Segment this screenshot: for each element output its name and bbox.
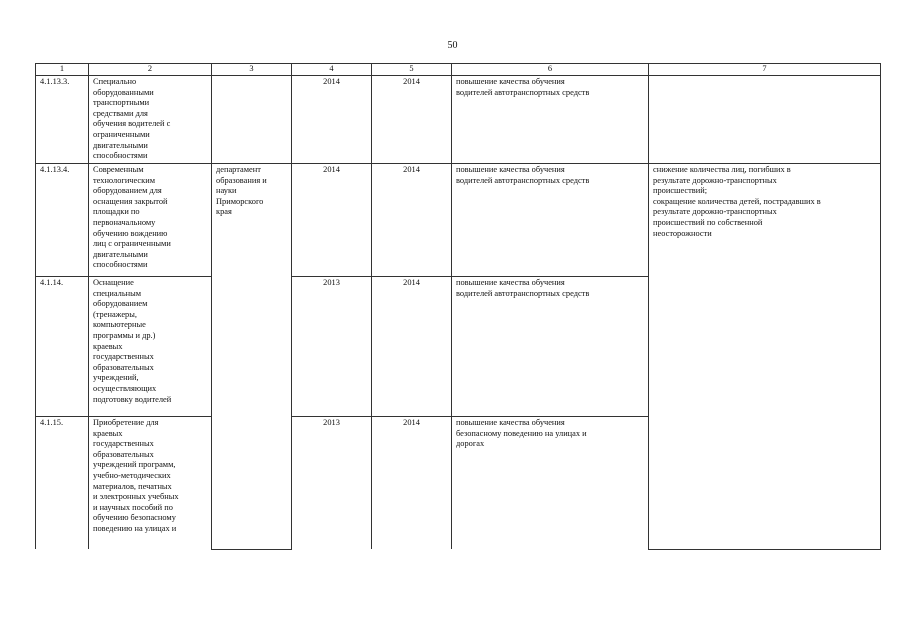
- column-header-5: 5: [372, 64, 452, 76]
- page-number: 50: [447, 40, 458, 51]
- end-year: 2014: [372, 417, 452, 550]
- start-year: 2014: [292, 76, 372, 164]
- expected-result: повышение качества обучения безопасному поведению на улицах и дорогах: [452, 417, 649, 550]
- expected-result: повышение качества обучения водителей автотранспортных средств: [452, 277, 649, 417]
- column-header-6: 6: [452, 64, 649, 76]
- column-header-2: 2: [89, 64, 212, 76]
- end-year: 2014: [372, 164, 452, 277]
- start-year: 2013: [292, 277, 372, 417]
- table-row: [36, 76, 881, 164]
- measure-number: 4.1.13.4.: [36, 164, 89, 277]
- column-header-3: 3: [212, 64, 292, 76]
- start-year: 2014: [292, 164, 372, 277]
- table-row: [36, 164, 881, 277]
- program-measures-table: [35, 63, 881, 550]
- column-number-row: [36, 64, 881, 76]
- executor-cell-empty: [212, 76, 292, 164]
- end-year: 2014: [372, 76, 452, 164]
- column-header-4: 4: [292, 64, 372, 76]
- executor: департамент образования и науки Приморского края: [212, 164, 292, 550]
- measure-name: Специально оборудованными транспортными средствами для обучения водителей с ограниченными двигательными способностями: [89, 76, 212, 164]
- measure-number: 4.1.13.3.: [36, 76, 89, 164]
- expected-result: повышение качества обучения водителей автотранспортных средств: [452, 76, 649, 164]
- column-header-7: 7: [649, 64, 881, 76]
- measure-number: 4.1.15.: [36, 417, 89, 550]
- target-indicators: снижение количества лиц, погибших в результате дорожно-транспортных происшествий; сокращение количества детей, пострадавших в результате дорожно-транспортных происшествий по собственной неосторожности: [649, 164, 881, 550]
- measure-number: 4.1.14.: [36, 277, 89, 417]
- column-header-1: 1: [36, 64, 89, 76]
- measure-name: Приобретение для краевых государственных образовательных учреждений программ, учебно-методических материалов, печатных и электронных учебных и научных пособий по обучению безопасному поведению на улицах и: [89, 417, 212, 550]
- end-year: 2014: [372, 277, 452, 417]
- measure-name: Оснащение специальным оборудованием (тренажеры, компьютерные программы и др.) краевых государственных образовательных учреждений, осуществляющих подготовку водителей: [89, 277, 212, 417]
- indicators-cell-empty: [649, 76, 881, 164]
- measure-name: Современным технологическим оборудованием для оснащения закрытой площадки по первоначальному обучению вождению лиц с ограниченными двигательными способностями: [89, 164, 212, 277]
- start-year: 2013: [292, 417, 372, 550]
- expected-result: повышение качества обучения водителей автотранспортных средств: [452, 164, 649, 277]
